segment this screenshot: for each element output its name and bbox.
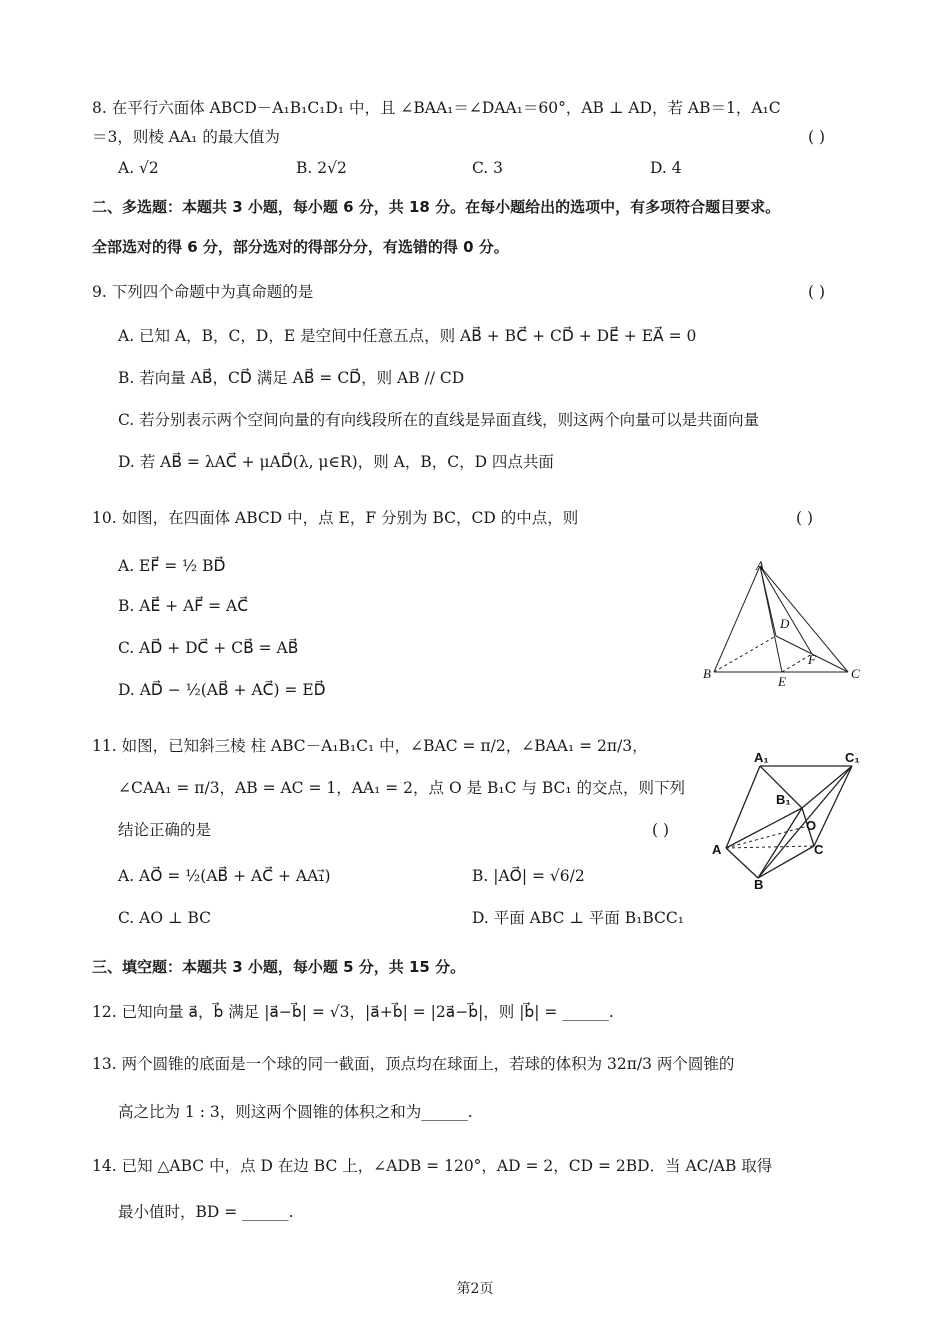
fig-label-e: E <box>778 674 786 689</box>
q10-stem: 10. 如图，在四面体 ABCD 中，点 E，F 分别为 BC，CD 的中点，则 <box>92 509 579 527</box>
q9-option-a: A. 已知 A，B，C，D，E 是空间中任意五点，则 AB⃗ + BC⃗ + CD⃗ + DE⃗ + EA⃗ = 0 <box>118 327 697 345</box>
fig2-label-b1: B₁ <box>776 792 791 807</box>
q8-option-b: B. 2√2 <box>296 159 347 177</box>
q11-line3: 结论正确的是 <box>118 821 212 839</box>
fig2-label-c1: C₁ <box>845 750 860 765</box>
q10-option-c: C. AD⃗ + DC⃗ + CB⃗ = AB⃗ <box>118 639 299 657</box>
q12-text: 12. 已知向量 a⃗，b⃗ 满足 |a⃗−b⃗| = √3，|a⃗+b⃗| = |2a⃗−b⃗|，则 |b⃗| = ______. <box>92 1003 614 1021</box>
q8-option-c: C. 3 <box>472 159 504 177</box>
section2-heading-line2: 全部选对的得 6 分，部分选对的得部分分，有选错的得 0 分。 <box>92 238 509 256</box>
fig2-label-a1: A₁ <box>754 750 769 765</box>
q11-line1: 11. 如图，已知斜三棱 柱 ABC－A₁B₁C₁ 中，∠BAC = π/2，∠BAA₁ = 2π/3， <box>92 737 648 755</box>
q11-option-b: B. |AO⃗| = √6/2 <box>472 867 585 885</box>
q14-line2: 最小值时，BD = ______. <box>118 1203 294 1221</box>
q10-answer-paren: ( ) <box>796 509 814 527</box>
q8-option-a: A. √2 <box>118 159 159 177</box>
q10-option-b: B. AE⃗ + AF⃗ = AC⃗ <box>118 597 249 615</box>
fig-label-f: F <box>808 652 816 667</box>
section2-heading-line1: 二、多选题：本题共 3 小题，每小题 6 分，共 18 分。在每小题给出的选项中，有多项符合题目要求。 <box>92 198 781 216</box>
q9-stem: 9. 下列四个命题中为真命题的是 <box>92 283 314 301</box>
q8-option-d: D. 4 <box>650 159 682 177</box>
q10-option-d: D. AD⃗ − ½(AB⃗ + AC⃗) = ED⃗ <box>118 681 326 699</box>
q9-option-c: C. 若分别表示两个空间向量的有向线段所在的直线是异面直线，则这两个向量可以是共面向量 <box>118 411 760 429</box>
fig2-label-b: B <box>754 877 764 890</box>
section3-heading: 三、填空题：本题共 3 小题，每小题 5 分，共 15 分。 <box>92 958 466 976</box>
fig-label-a: A <box>756 558 764 573</box>
q9-option-b: B. 若向量 AB⃗，CD⃗ 满足 AB⃗ = CD⃗，则 AB // CD <box>118 369 465 387</box>
q13-line2: 高之比为 1 : 3，则这两个圆锥的体积之和为______. <box>118 1103 473 1121</box>
q10-option-a: A. EF⃗ = ½ BD⃗ <box>118 557 226 575</box>
q11-line2: ∠CAA₁ = π/3，AB = AC = 1，AA₁ = 2，点 O 是 B₁C 与 BC₁ 的交点，则下列 <box>118 779 686 797</box>
fig2-label-a: A <box>712 842 722 857</box>
q9-option-d: D. 若 AB⃗ = λAC⃗ + μAD⃗(λ, μ∈R)，则 A，B，C，D 四点共面 <box>118 453 554 471</box>
prism-figure <box>706 746 874 890</box>
q8-line1: 8. 在平行六面体 ABCD－A₁B₁C₁D₁ 中，且 ∠BAA₁＝∠DAA₁＝60°，AB ⊥ AD，若 AB＝1，A₁C <box>92 99 781 117</box>
fig-label-b: B <box>703 666 711 681</box>
page-number: 第2页 <box>456 1281 494 1297</box>
fig-label-c: C <box>851 666 860 681</box>
q11-answer-paren: ( ) <box>652 821 670 839</box>
fig2-label-c: C <box>814 842 824 857</box>
q14-line1: 14. 已知 △ABC 中，点 D 在边 BC 上，∠ADB = 120°，AD = 2，CD = 2BD．当 AC/AB 取得 <box>92 1157 773 1175</box>
fig2-label-o: O <box>806 818 817 833</box>
tetrahedron-figure <box>700 556 870 690</box>
q11-option-d: D. 平面 ABC ⊥ 平面 B₁BCC₁ <box>472 909 684 927</box>
q8-line2: ＝3，则棱 AA₁ 的最大值为 <box>92 128 280 146</box>
q9-answer-paren: ( ) <box>808 283 826 301</box>
q8-answer-paren: ( ) <box>808 128 826 146</box>
q11-option-a: A. AO⃗ = ½(AB⃗ + AC⃗ + AA₁⃗) <box>118 867 331 885</box>
q13-line1: 13. 两个圆锥的底面是一个球的同一截面，顶点均在球面上，若球的体积为 32π/3 两个圆锥的 <box>92 1055 735 1073</box>
q11-option-c: C. AO ⊥ BC <box>118 909 212 927</box>
fig-label-d: D <box>780 616 790 631</box>
